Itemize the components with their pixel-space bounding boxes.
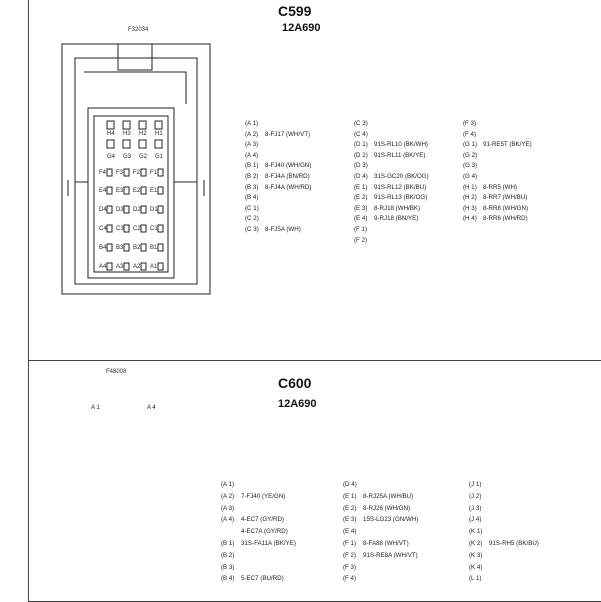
pinout-row <box>343 540 409 547</box>
pinout-row <box>463 194 527 201</box>
c599-title: C599 <box>278 3 312 19</box>
pin-id: (A 3) <box>221 504 235 512</box>
circuit-description: 8-FJ4A (BN/RD) <box>265 173 310 180</box>
circuit-description: 8-RJ25A (WH/BU) <box>363 492 414 500</box>
cavity-label-f1: F1 <box>150 170 158 176</box>
pin-id: (J 4) <box>469 516 482 524</box>
pin-id: (E 1) <box>343 492 357 500</box>
pin-id: (B 3) <box>245 183 259 191</box>
pinout-row <box>343 505 410 512</box>
cavity-label-e4: E4 <box>99 188 107 194</box>
pin-cavity-a4 <box>107 263 112 270</box>
pin-id: (A 4) <box>245 151 259 159</box>
c600-corner-label-a1: A 1 <box>91 405 100 411</box>
cavity-label-c2: C2 <box>133 226 141 232</box>
pin-id: (C 2) <box>245 215 259 223</box>
pinout-row <box>354 152 425 159</box>
c600-corner-label-a4: A 4 <box>147 405 156 411</box>
pin-id: (B 4) <box>245 194 259 202</box>
circuit-description: 31S-GC20 (BK/OG) <box>374 173 429 180</box>
circuit-description: 91S-RL13 (BK/OG) <box>374 194 428 202</box>
pinout-row <box>221 564 241 571</box>
cavity-label-h2: H2 <box>139 131 147 137</box>
pinout-row <box>354 120 374 127</box>
pinout-row <box>354 194 427 201</box>
pinout-row <box>469 575 489 582</box>
cavity-label-h3: H3 <box>123 131 131 137</box>
cavity-label-f2: F2 <box>133 170 141 176</box>
pin-id: (C 3) <box>354 120 368 127</box>
pin-cavity-c2 <box>141 225 146 232</box>
pinout-row <box>245 152 265 159</box>
cavity-label-e2: E2 <box>133 188 141 194</box>
pin-id: (E 3) <box>343 516 357 524</box>
cavity-label-d4: D4 <box>99 207 107 213</box>
pinout-row <box>221 552 241 559</box>
pinout-row <box>463 152 483 159</box>
pin-cavity-h2 <box>139 121 146 129</box>
pinout-row <box>469 505 489 512</box>
pinout-row <box>343 528 363 535</box>
cavity-label-h1: H1 <box>155 131 163 137</box>
pin-id: (D 2) <box>354 151 368 159</box>
circuit-description: 8-FJ5A (WH) <box>265 226 301 233</box>
pinout-row <box>343 481 363 488</box>
pin-id: (H 1) <box>463 183 477 191</box>
pin-id: (J 2) <box>469 492 482 500</box>
pin-cavity-f4 <box>107 169 112 176</box>
pinout-row <box>463 131 483 138</box>
circuit-description: 91S-RL12 (BK/BU) <box>374 183 427 191</box>
pinout-row <box>354 184 426 191</box>
pin-id: (B 2) <box>221 551 235 559</box>
circuit-description: 8-RR7 (WH/BU) <box>483 194 528 202</box>
pinout-row <box>354 226 374 233</box>
pin-cavity-b4 <box>107 244 112 251</box>
pinout-row <box>245 141 265 148</box>
cavity-label-a4: A4 <box>99 264 107 270</box>
pinout-row <box>245 215 265 222</box>
circuit-description: 8-FJ17 (WH/VT) <box>265 130 311 138</box>
pin-id: (F 1) <box>343 540 357 547</box>
pinout-row <box>221 540 296 547</box>
circuit-description: 9-RJ18 (BN/YE) <box>374 215 419 223</box>
pinout-row <box>463 215 528 222</box>
cavity-label-a1: A1 <box>150 264 158 270</box>
circuit-description: 8-FJ4A (WH/RD) <box>265 183 312 191</box>
pinout-row <box>469 493 489 500</box>
pin-id: (A 4) <box>221 516 235 524</box>
pinout-row <box>221 575 284 582</box>
pinout-row <box>245 162 311 169</box>
pinout-row <box>463 162 483 169</box>
pinout-row <box>354 173 429 180</box>
circuit-description: 7-FJ40 (YE/GN) <box>241 492 286 500</box>
pinout-row <box>469 516 489 523</box>
cavity-label-h4: H4 <box>107 131 115 137</box>
pin-id: (A 2) <box>245 130 259 138</box>
pin-id: (F 3) <box>463 120 477 127</box>
pin-cavity-b1 <box>158 244 163 251</box>
pinout-row <box>343 493 413 500</box>
cavity-label-e3: E3 <box>116 188 124 194</box>
pin-cavity-g1 <box>155 140 162 148</box>
pin-id: (C 1) <box>245 204 259 212</box>
pinout-row <box>245 173 310 180</box>
cavity-label-c3: C3 <box>116 226 124 232</box>
c599-part-number: F32034 <box>128 27 149 33</box>
pin-cavity-a1 <box>158 263 163 270</box>
pinout-row <box>221 505 241 512</box>
pin-id: (A 1) <box>245 120 259 127</box>
pinout-row <box>245 205 265 212</box>
c600-part-number: F48008 <box>106 369 127 375</box>
pin-id: (A 2) <box>221 492 235 500</box>
pinout-row <box>463 173 483 180</box>
circuit-description: 8-RR5 (WH) <box>483 183 518 191</box>
pinout-row <box>469 540 539 547</box>
pin-cavity-d3 <box>124 206 129 213</box>
circuit-description: 8-FA88 (WH/VT) <box>363 540 409 547</box>
pinout-row <box>463 120 483 127</box>
pin-id: (B 2) <box>245 173 259 180</box>
pinout-row <box>221 493 285 500</box>
pinout-row <box>463 205 528 212</box>
pin-id: (A 1) <box>221 481 235 488</box>
pin-id: (B 3) <box>221 563 235 571</box>
circuit-description: 5-EC7 (BU/RD) <box>241 575 284 583</box>
pin-cavity-d1 <box>158 206 163 213</box>
circuit-description: 91S-RH5 (BK/BU) <box>489 540 539 547</box>
cavity-label-g3: G3 <box>123 154 132 160</box>
pinout-row <box>221 516 284 523</box>
pin-id: (G 3) <box>463 162 478 170</box>
pinout-row <box>469 552 489 559</box>
pinout-row <box>343 575 363 582</box>
pin-cavity-g2 <box>139 140 146 148</box>
pin-id: (K 3) <box>469 551 483 559</box>
pin-id: (E 4) <box>343 528 357 536</box>
c600-title: C600 <box>278 375 312 391</box>
cavity-label-e1: E1 <box>150 188 158 194</box>
cavity-label-a2: A2 <box>133 264 141 270</box>
circuit-description: 31S-FA11A (BK/YE) <box>241 540 296 547</box>
pin-id: (G 4) <box>463 173 478 180</box>
pinout-row <box>245 226 301 233</box>
pin-cavity-e1 <box>158 187 163 194</box>
pinout-row <box>354 215 418 222</box>
cavity-label-c4: C4 <box>99 226 107 232</box>
pin-id: (E 1) <box>354 183 368 191</box>
pin-cavity-g4 <box>107 140 114 148</box>
pin-id: (D 4) <box>354 173 368 180</box>
pinout-row <box>354 131 374 138</box>
pin-id: (F 2) <box>354 236 368 244</box>
pin-id: (B 1) <box>221 540 235 547</box>
pin-cavity-e3 <box>124 187 129 194</box>
pin-id: (B 4) <box>221 575 235 583</box>
cavity-label-f4: F4 <box>99 170 107 176</box>
circuit-description: 15S-LG23 (GN/WH) <box>363 516 419 524</box>
pin-id: (E 2) <box>354 194 368 202</box>
pinout-row <box>343 552 418 559</box>
cavity-label-g4: G4 <box>107 154 116 160</box>
cavity-label-d2: D2 <box>133 207 141 213</box>
pin-cavity-f1 <box>158 169 163 176</box>
circuit-description: 91S-RE8A (WH/VT) <box>363 551 418 559</box>
cavity-label-a3: A3 <box>116 264 124 270</box>
pin-cavity-d4 <box>107 206 112 213</box>
pin-id: (K 1) <box>469 528 483 536</box>
pin-id: (J 3) <box>469 504 482 512</box>
pinout-row <box>354 205 420 212</box>
pin-id: (F 2) <box>343 551 357 559</box>
circuit-description: 4-EC7A (GY/RD) <box>241 528 288 536</box>
pin-cavity-b2 <box>141 244 146 251</box>
pin-id: (L 1) <box>469 575 482 583</box>
pin-id: (B 1) <box>245 162 259 170</box>
pinout-row <box>354 141 428 148</box>
pin-id: (F 3) <box>343 563 357 571</box>
c599-connector-body <box>62 44 210 294</box>
pinout-row <box>221 481 241 488</box>
circuit-description: 8-RJ26 (WH/GN) <box>363 504 411 512</box>
pin-cavity-b3 <box>124 244 129 251</box>
pin-id: (G 1) <box>463 141 478 149</box>
pin-id: (A 3) <box>245 141 259 149</box>
circuit-description: 91S-RL11 (BK/YE) <box>374 151 426 159</box>
pin-id: (F 4) <box>343 575 357 583</box>
pin-id: (F 4) <box>463 130 477 138</box>
pin-id: (E 4) <box>354 215 368 223</box>
pin-id: (D 1) <box>354 141 368 149</box>
pin-id: (H 4) <box>463 215 477 223</box>
pinout-row <box>469 528 489 535</box>
pin-id: (H 3) <box>463 204 477 212</box>
pin-cavity-h4 <box>107 121 114 129</box>
pin-id: (D 3) <box>354 162 368 170</box>
pin-cavity-c1 <box>158 225 163 232</box>
pinout-row <box>245 184 311 191</box>
pin-cavity-c3 <box>124 225 129 232</box>
cavity-label-g1: G1 <box>155 154 164 160</box>
pin-id: (F 1) <box>354 226 368 233</box>
pin-id: (D 4) <box>343 481 357 488</box>
cavity-label-b2: B2 <box>133 245 141 251</box>
cavity-label-d3: D3 <box>116 207 124 213</box>
circuit-description: 8-RR8 (WH/GN) <box>483 204 529 212</box>
pin-cavity-f2 <box>141 169 146 176</box>
cavity-label-b3: B3 <box>116 245 124 251</box>
pin-id: (K 4) <box>469 563 483 571</box>
circuit-description: 8-RJ18 (WH/BK) <box>374 204 421 212</box>
circuit-description: 8-FJ40 (WH/GN) <box>265 162 312 170</box>
pin-id: (E 3) <box>354 204 368 212</box>
pin-cavity-a2 <box>141 263 146 270</box>
pinout-row <box>463 184 517 191</box>
cavity-label-b1: B1 <box>150 245 158 251</box>
pin-cavity-c4 <box>107 225 112 232</box>
pin-cavity-e2 <box>141 187 146 194</box>
pin-id: (J 1) <box>469 481 482 488</box>
cavity-label-d1: D1 <box>150 207 158 213</box>
pinout-row <box>354 162 374 169</box>
pin-cavity-d2 <box>141 206 146 213</box>
pinout-row <box>469 481 489 488</box>
pin-cavity-g3 <box>123 140 130 148</box>
circuit-description: 4-EC7 (GY/RD) <box>241 516 284 524</box>
circuit-description: 91-RE5T (BK/YE) <box>483 141 532 149</box>
pin-id: (K 2) <box>469 540 483 547</box>
pin-cavity-e4 <box>107 187 112 194</box>
circuit-description: 8-RR6 (WH/RD) <box>483 215 528 223</box>
pin-id: (E 2) <box>343 504 357 512</box>
pinout-row <box>245 131 310 138</box>
cavity-label-b4: B4 <box>99 245 107 251</box>
pinout-row <box>245 194 265 201</box>
c599-subtitle: 12A690 <box>282 22 321 34</box>
pinout-row <box>463 141 532 148</box>
c600-panel <box>28 360 601 602</box>
pinout-row <box>245 120 265 127</box>
pinout-row <box>354 237 374 244</box>
pin-id: (H 2) <box>463 194 477 202</box>
cavity-label-c1: C1 <box>150 226 158 232</box>
pin-cavity-h1 <box>155 121 162 129</box>
pinout-row <box>469 564 489 571</box>
c600-subtitle: 12A690 <box>278 398 317 410</box>
pin-id: (C 3) <box>245 226 259 233</box>
pinout-row <box>343 516 418 523</box>
pin-cavity-f3 <box>124 169 129 176</box>
pinout-row <box>221 528 288 535</box>
pin-id: (G 2) <box>463 151 478 159</box>
circuit-description: 91S-RL10 (BK/WH) <box>374 141 428 149</box>
pin-cavity-h3 <box>123 121 130 129</box>
cavity-label-g2: G2 <box>139 154 148 160</box>
cavity-label-f3: F3 <box>116 170 124 176</box>
pin-cavity-a3 <box>124 263 129 270</box>
pin-id: (C 4) <box>354 130 368 138</box>
pinout-row <box>343 564 363 571</box>
